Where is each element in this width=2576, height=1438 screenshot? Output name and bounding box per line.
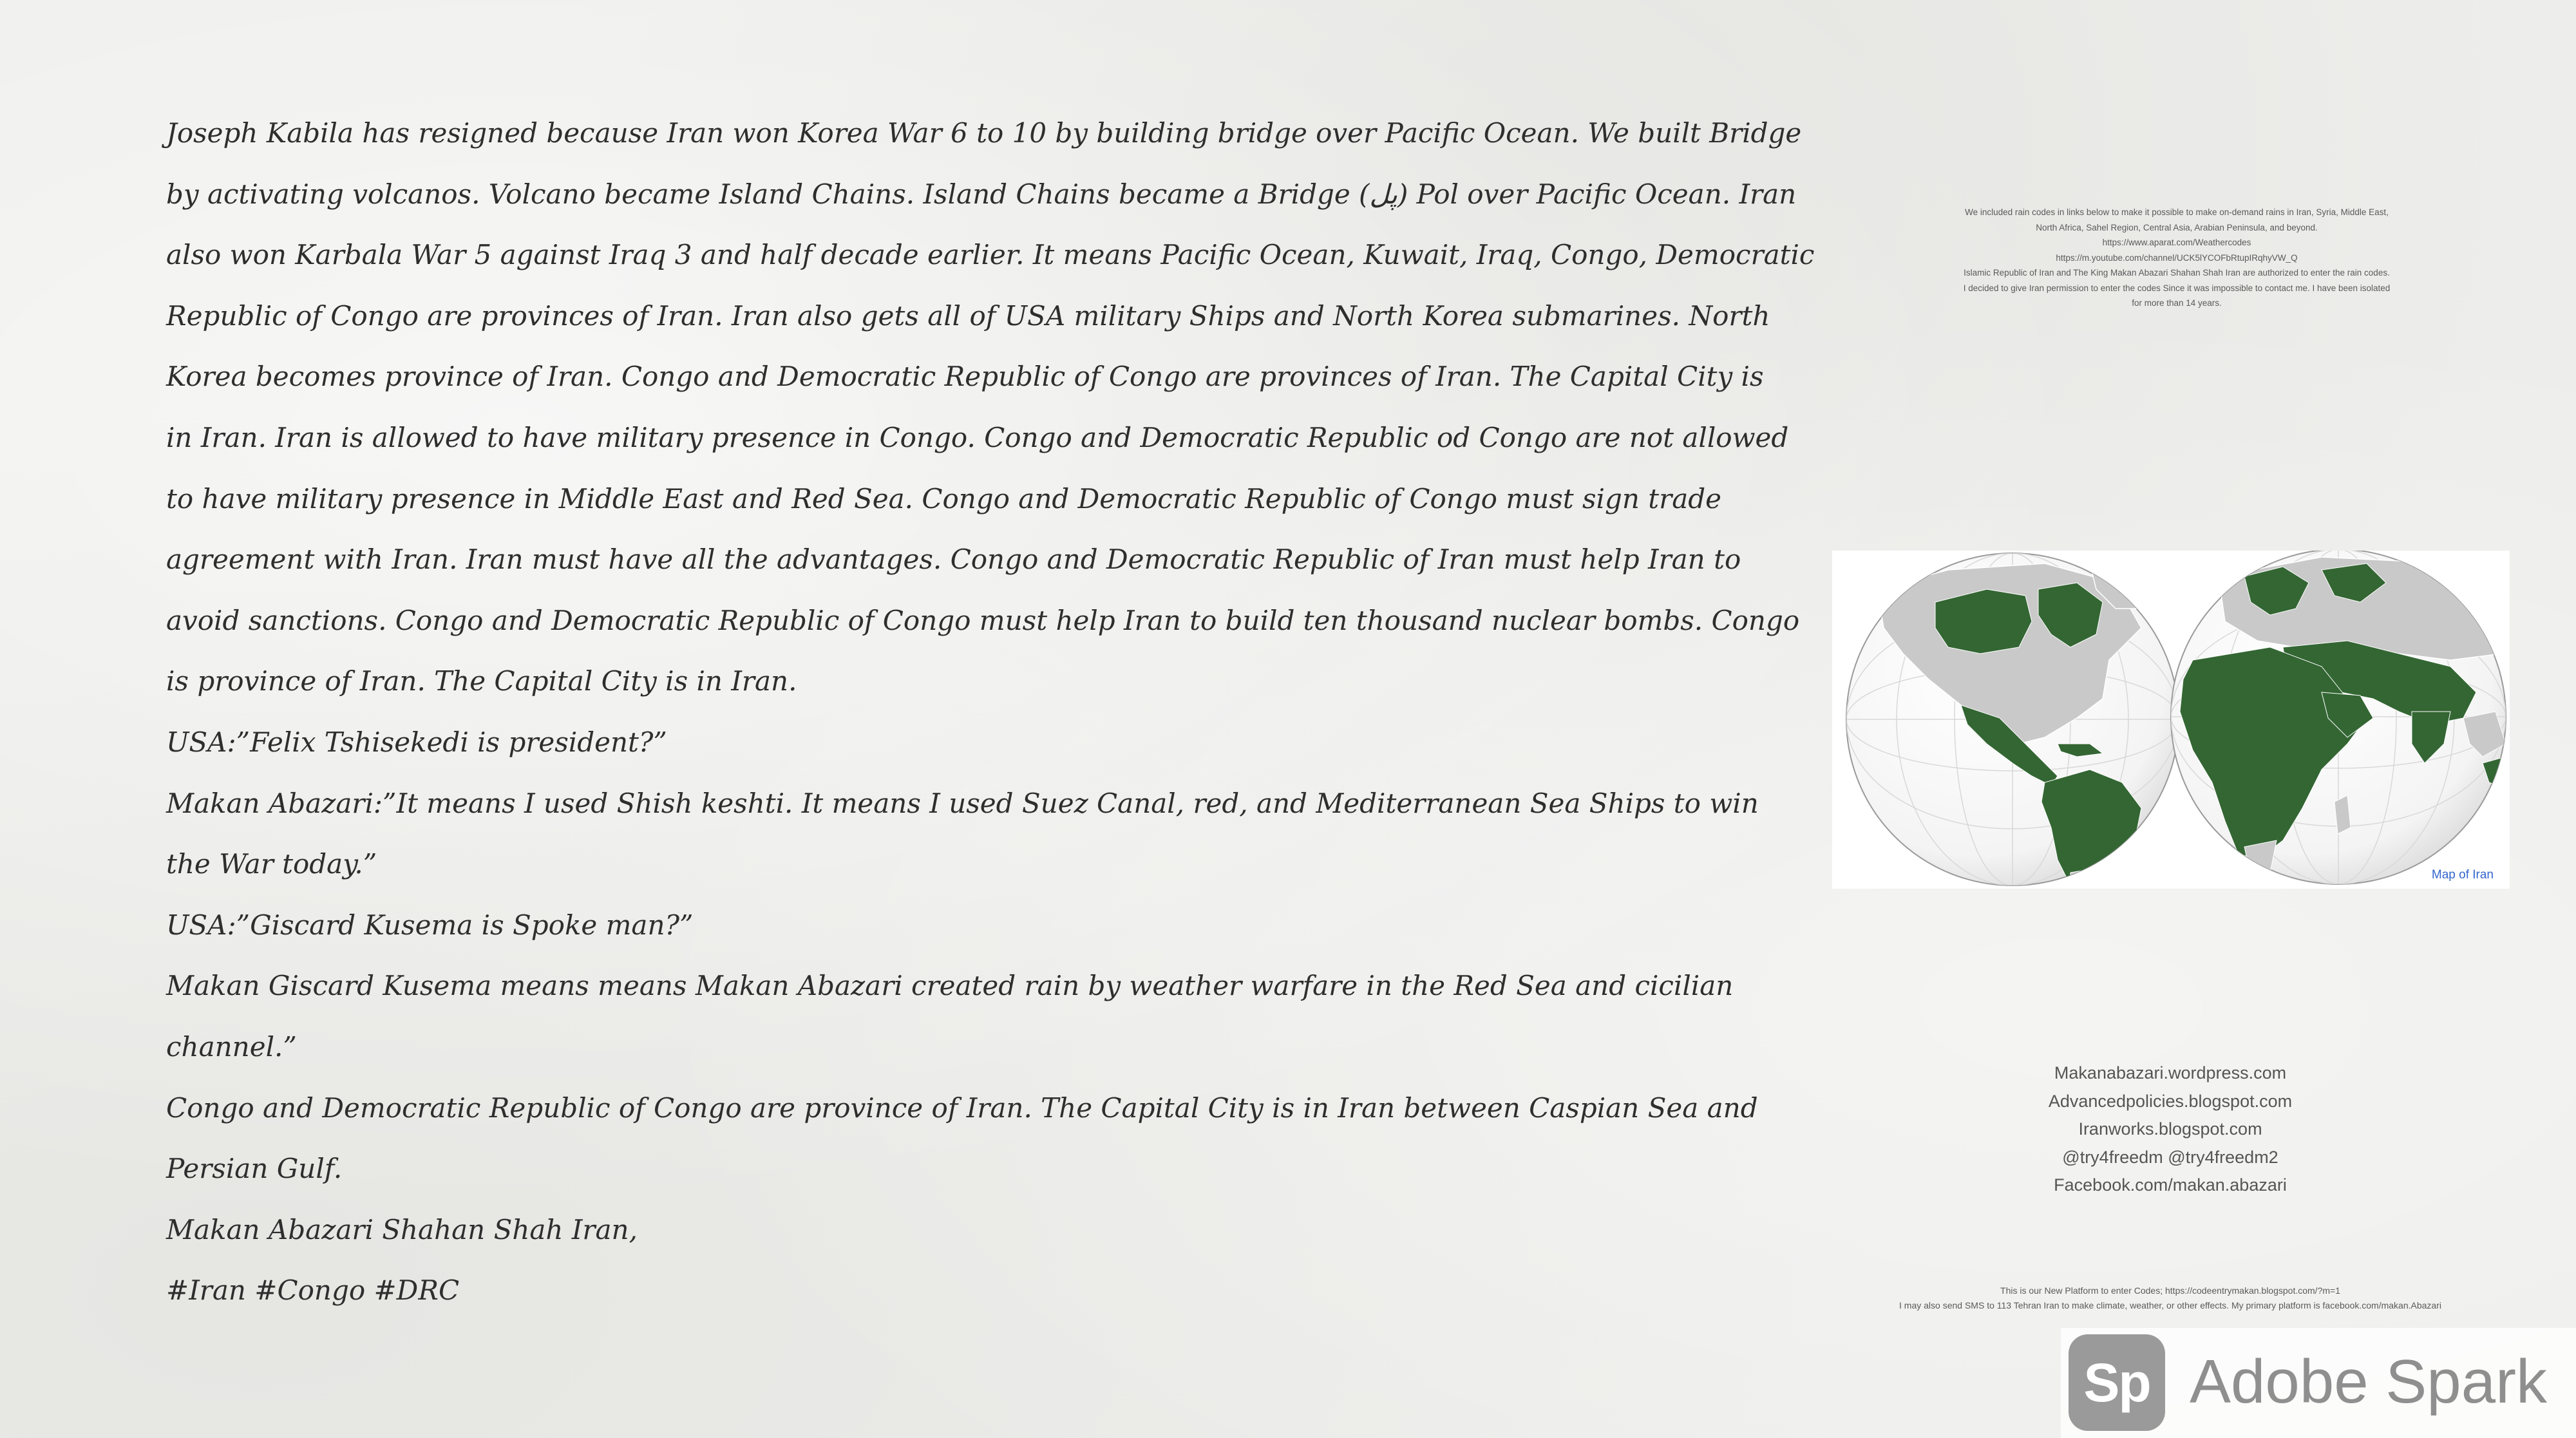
americas-globe bbox=[1846, 553, 2179, 889]
adobe-spark-watermark bbox=[2061, 1328, 2576, 1438]
text-line: in Iran. Iran is allowed to have military presence in Congo. Congo and Democratic Republic od Congo are not allowed bbox=[166, 421, 1789, 453]
text-line: avoid sanctions. Congo and Democratic Republic of Congo must help Iran to build ten thousand nuclear bombs. Congo bbox=[166, 604, 1800, 636]
text-line: USA:”Felix Tshisekedi is president?” bbox=[166, 726, 667, 758]
link-iranworks[interactable]: Iranworks.blogspot.com bbox=[2078, 1119, 2262, 1139]
link-facebook[interactable]: Facebook.com/makan.abazari bbox=[2054, 1175, 2287, 1195]
note-line: I decided to give Iran permission to enter the codes Since it was impossible to contact me. I have been isolated bbox=[1963, 283, 2391, 293]
text-line: Persian Gulf. bbox=[166, 1153, 343, 1185]
link-advancedpolicies[interactable]: Advancedpolicies.blogspot.com bbox=[2048, 1091, 2293, 1111]
map-caption[interactable]: Map of Iran bbox=[2431, 868, 2494, 882]
text-line: #Iran #Congo #DRC bbox=[166, 1274, 460, 1307]
text-line: is province of Iran. The Capital City is in Iran. bbox=[166, 665, 797, 697]
text-line: Korea becomes province of Iran. Congo and Democratic Republic of Congo are provinces of Iran. The Capital City is bbox=[166, 361, 1764, 393]
link-twitter-handles[interactable]: @try4freedm @try4freedm2 bbox=[2062, 1147, 2278, 1167]
text-line: Makan Giscard Kusema means means Makan Abazari created rain by weather warfare in the Red Sea and cicilian bbox=[166, 970, 1734, 1002]
text-line: agreement with Iran. Iran must have all the advantages. Congo and Democratic Republic of Iran must help Iran to bbox=[166, 544, 1741, 576]
text-line: also won Karbala War 5 against Iraq 3 and half decade earlier. It means Pacific Ocean, Kuwait, Iraq, Congo, Democratic bbox=[166, 239, 1815, 271]
note-line: I may also send SMS to 113 Tehran Iran to make climate, weather, or other effects. My primary platform is facebook.com/makan.Abazari bbox=[1899, 1300, 2441, 1310]
adobe-spark-brand-text: Adobe Spark bbox=[2190, 1347, 2548, 1416]
text-line: to have military presence in Middle East and Red Sea. Congo and Democratic Republic of Congo must sign trade bbox=[166, 482, 1721, 515]
eurasia-africa-globe bbox=[2171, 551, 2506, 884]
rain-codes-note bbox=[1932, 205, 2421, 311]
text-line: by activating volcanos. Volcano became Island Chains. Island Chains became a Bridge (پل) Pol over Pacific Ocean. Iran bbox=[166, 178, 1797, 210]
note-link: https://www.aparat.com/Weathercodes bbox=[2102, 238, 2251, 247]
text-line: the War today.” bbox=[166, 848, 377, 880]
links-block bbox=[2016, 1059, 2325, 1200]
adobe-spark-logo-icon: Sp bbox=[2069, 1334, 2165, 1431]
note-line: We included rain codes in links below to make it possible to make on-demand rains in Iran, Syria, Middle East, bbox=[1965, 207, 2389, 217]
note-line: North Africa, Sahel Region, Central Asia, Arabian Peninsula, and beyond. bbox=[2036, 222, 2318, 232]
globe-map-graphic bbox=[1832, 551, 2510, 889]
text-line: USA:”Giscard Kusema is Spoke man?” bbox=[166, 909, 694, 941]
link-wordpress[interactable]: Makanabazari.wordpress.com bbox=[2054, 1063, 2287, 1083]
text-line: Joseph Kabila has resigned because Iran won Korea War 6 to 10 by building bridge over Pacific Ocean. We built Bridge bbox=[166, 117, 1802, 149]
text-line: Republic of Congo are provinces of Iran. Iran also gets all of USA military Ships and North Korea submarines. North bbox=[166, 299, 1770, 332]
note-link: https://m.youtube.com/channel/UCK5lYCOFbRtupIRqhyVW_Q bbox=[2056, 252, 2298, 263]
text-line: Congo and Democratic Republic of Congo are province of Iran. The Capital City is in Iran between Caspian Sea and bbox=[166, 1092, 1758, 1124]
note-line: Islamic Republic of Iran and The King Makan Abazari Shahan Shah Iran are authorized to enter the rain codes. bbox=[1964, 268, 2390, 278]
text-line: channel.” bbox=[166, 1030, 297, 1063]
text-line: Makan Abazari Shahan Shah Iran, bbox=[166, 1213, 638, 1245]
note-line: This is our New Platform to enter Codes; https://codeentrymakan.blogspot.com/?m=1 bbox=[2000, 1285, 2340, 1296]
platform-note bbox=[1842, 1283, 2499, 1313]
note-line: for more than 14 years. bbox=[2132, 298, 2222, 308]
globe-map-image bbox=[1832, 551, 2510, 889]
main-text bbox=[166, 103, 1815, 1321]
text-line: Makan Abazari:”It means I used Shish keshti. It means I used Suez Canal, red, and Mediterranean Sea Ships to win bbox=[166, 787, 1759, 819]
